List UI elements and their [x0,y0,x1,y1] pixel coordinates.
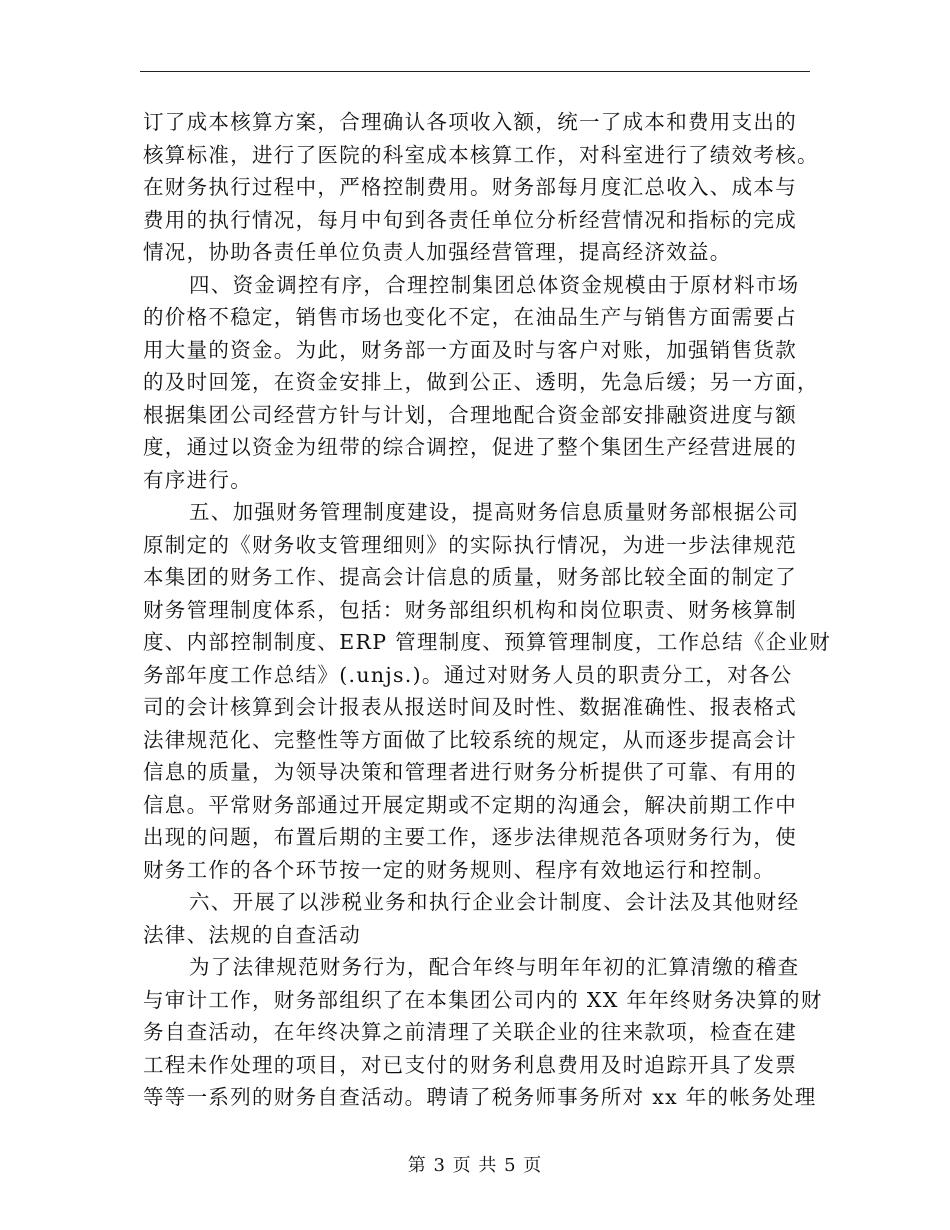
text-line: 六、开展了以涉税业务和执行企业会计制度、会计法及其他财经 [189,890,800,914]
text-line: 五、加强财务管理制度建设，提高财务信息质量财务部根据公司 [189,500,800,524]
text-line: 信息的质量，为领导决策和管理者进行财务分析提供了可靠、有用的 [143,760,797,784]
document-body [143,106,832,1114]
text-line: 与审计工作，财务部组织了在本集团公司内的 XX 年年终财务决算的财 [143,987,823,1012]
text-line: 费用的执行情况，每月中旬到各责任单位分析经营情况和指标的完成 [143,207,797,232]
text-line: 等等一系列的财务自查活动。聘请了税务师事务所对 xx 年的帐务处理 [143,1085,817,1109]
text-line: 用大量的资金。为此，财务部一方面及时与客户对账，加强销售货款 [143,337,797,362]
text-line: 根据集团公司经营方针与计划，合理地配合资金部安排融资进度与额 [143,402,797,427]
text-line: 度，通过以资金为纽带的综合调控，促进了整个集团生产经营进展的 [143,435,797,459]
text-line: 出现的问题，布置后期的主要工作，逐步法律规范各项财务行为，使 [143,825,797,849]
text-line: 的价格不稳定，销售市场也变化不定，在油品生产与销售方面需要占 [143,305,797,329]
text-line: 财务工作的各个环节按一定的财务规则、程序有效地运行和控制。 [143,857,776,882]
text-line: 核算标准，进行了医院的科室成本核算工作，对科室进行了绩效考核。 [143,142,819,167]
text-line: 的及时回笼，在资金安排上，做到公正、透明，先急后缓；另一方面， [143,370,819,394]
text-line: 为了法律规范财务行为，配合年终与明年年初的汇算清缴的稽查 [189,955,800,979]
text-line: 订了成本核算方案，合理确认各项收入额，统一了成本和费用支出的 [143,110,797,134]
text-line: 法律、法规的自查活动 [143,922,361,947]
page-number: 第 3 页 共 5 页 [407,1155,543,1176]
text-line: 原制定的《财务收支管理细则》的实际执行情况，为进一步法律规范 [143,532,797,557]
text-line: 务部年度工作总结》(.unjs.)。通过对财务人员的职责分工，对各公 [143,662,793,687]
text-line: 信息。平常财务部通过开展定期或不定期的沟通会，解决前期工作中 [143,792,797,817]
text-line: 法律规范化、完整性等方面做了比较系统的规定，从而逐步提高会计 [143,727,797,752]
text-line: 财务管理制度体系，包括：财务部组织机构和岗位职责、财务核算制 [143,597,797,622]
text-line: 情况，协助各责任单位负责人加强经营管理，提高经济效益。 [143,240,732,264]
header-rule [140,71,810,72]
text-line: 有序进行。 [143,467,252,492]
text-line: 工程未作处理的项目，对已支付的财务利息费用及时追踪开具了发票 [143,1052,797,1077]
text-line: 四、资金调控有序，合理控制集团总体资金规模由于原材料市场 [189,272,800,297]
text-line: 务自查活动，在年终决算之前清理了关联企业的往来款项，检查在建 [143,1020,797,1044]
text-line: 司的会计核算到会计报表从报送时间及时性、数据准确性、报表格式 [143,695,797,719]
text-line: 在财务执行过程中，严格控制费用。财务部每月度汇总收入、成本与 [143,175,797,199]
text-line: 度、内部控制制度、ERP 管理制度、预算管理制度，工作总结《企业财 [143,630,832,654]
text-line: 本集团的财务工作、提高会计信息的质量，财务部比较全面的制定了 [143,565,797,589]
